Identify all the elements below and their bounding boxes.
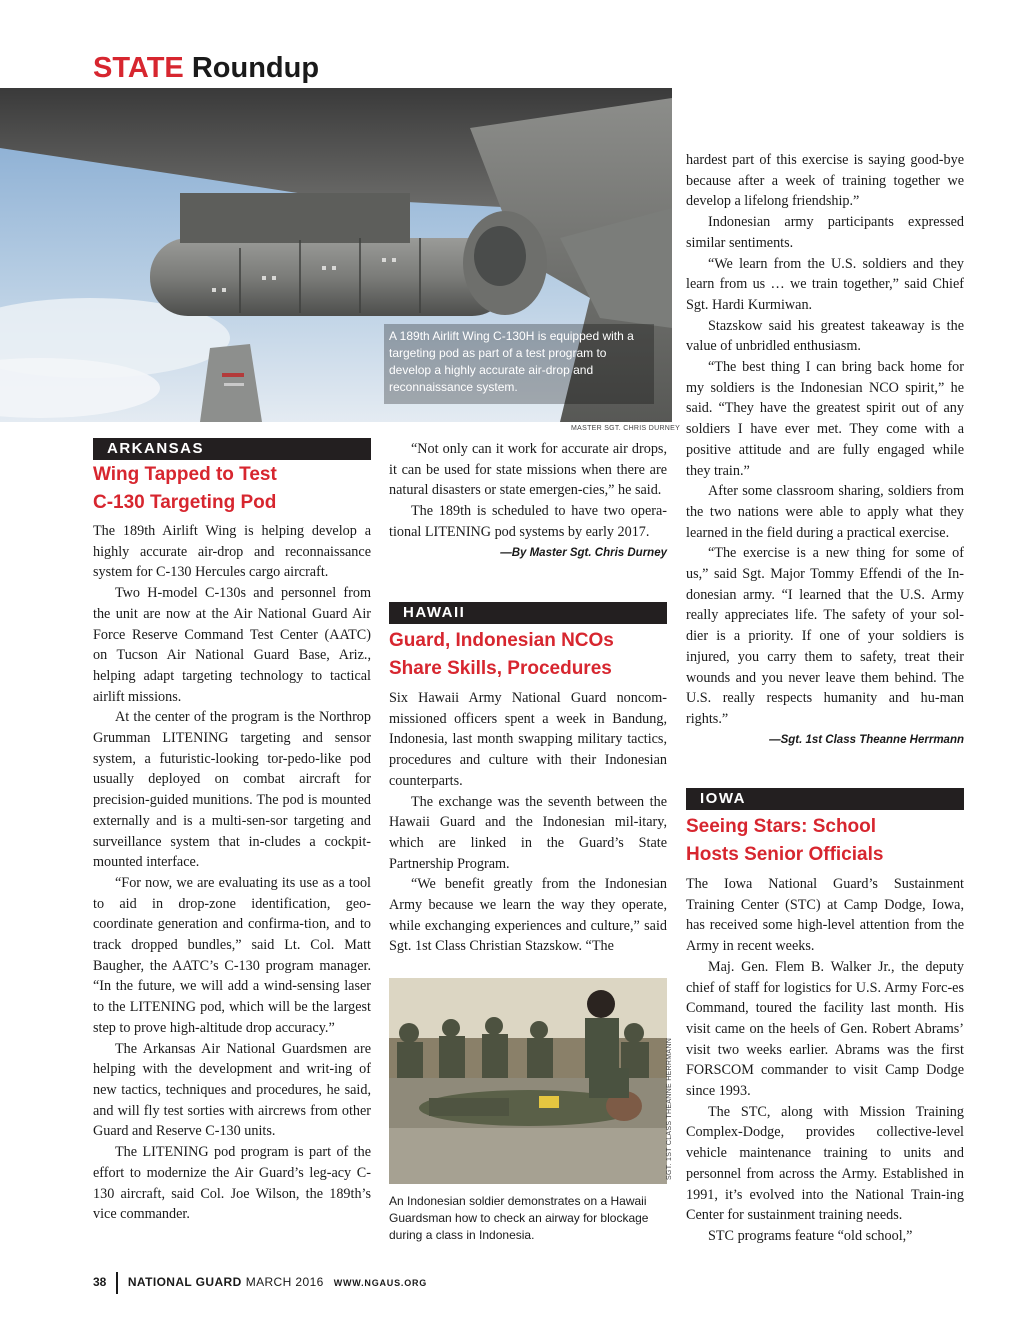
arkansas-paragraph: The Arkansas Air National Guardsmen are helping with the development and writ-ing of new tactics, techniques and procedures, he said, and will fly test sorties with aircrews from other Guard and Reserve C-130 units. xyxy=(93,1040,371,1140)
title-state: STATE xyxy=(93,52,184,84)
magazine-name: NATIONAL GUARD xyxy=(127,1275,242,1290)
arkansas-paragraph: Two H-model C-130s and personnel from the unit are now at the Air National Guard Air Force Reserve Command Test Center (AATC) on Tucson Air National Guard Base, Ariz., helping adapt targeting technology to tactical airlift missions. xyxy=(93,585,371,705)
headline-arkansas-line-2: C-130 Targeting Pod xyxy=(93,492,277,513)
iowa-paragraph: Maj. Gen. Flem B. Walker Jr., the deputy chief of staff for logistics for U.S. Army Forc-es Command, toured the facility last month. His visit came on the heels of Gen. Robert Abrams’ visit two weeks earlier. Abrams was the first FORSCOM commander to visit Camp Dodge since 1993. xyxy=(686,958,964,1100)
arkansas-paragraph: “For now, we are evaluating its use as a tool to aid in drop-zone identification, geo-coordinate generation and confirma-tion, and to track dropped bundles,” said Lt. Col. Matt Baugher, the AATC’s C-130 program manager. “In the future, we will add a wind-sensing laser to the LITENING pod, which will be the largest step to prove high-altitude drop accuracy.” xyxy=(93,874,371,1036)
issue-date: MARCH 2016 xyxy=(245,1275,324,1290)
arkansas-article-continued xyxy=(389,439,667,563)
top-photo-credit: MASTER SGT. CHRIS DURNEY xyxy=(571,425,681,432)
hawaii-paragraph: “The best thing I can bring back home for my soldiers is the Indonesian NCO spirit,” he said. “They have the greatest spirit out of any soldiers I have ever met. They come with a positive attitude and are fully engaged while they train.” xyxy=(686,359,964,479)
title-roundup: Roundup xyxy=(191,52,320,84)
hawaii-paragraph: Six Hawaii Army National Guard noncom-missioned officers spent a week in Bandung, Indonesia, last month swapping military tactics, procedures and culture with their Indonesian counterparts. xyxy=(389,690,667,789)
headline-iowa-line-1: Seeing Stars: School xyxy=(686,816,877,837)
hawaii-paragraph: Stazskow said his greatest takeaway is the value of unbridled enthusiasm. xyxy=(686,317,964,355)
page-footer xyxy=(93,1272,427,1294)
iowa-paragraph: The Iowa National Guard’s Sustainment Training Center (STC) at Camp Dodge, Iowa, has received some high-level attention from the Army in recent weeks. xyxy=(686,876,964,955)
bottom-photo-credit: SGT. 1ST CLASS THEANNE HERRMANN xyxy=(666,1037,673,1180)
hawaii-article-continued xyxy=(686,150,964,750)
section-bar-hawaii: HAWAII xyxy=(389,602,667,624)
arkansas-byline: —By Master Sgt. Chris Durney xyxy=(500,546,667,559)
section-bar-arkansas: ARKANSAS xyxy=(93,438,371,460)
classroom-photo-illustration xyxy=(389,978,667,1184)
airway-demonstration-photo xyxy=(389,978,667,1184)
arkansas-article-body xyxy=(93,521,371,1225)
hawaii-paragraph: Indonesian army participants expressed similar sentiments. xyxy=(686,214,964,251)
headline-iowa-line-2: Hosts Senior Officials xyxy=(686,844,884,865)
arkansas-paragraph: The LITENING pod program is part of the effort to modernize the Air Guard’s leg-acy C-130 aircraft, said Col. Joe Wilson, the 189th’s vice commander. xyxy=(93,1144,371,1223)
headline-hawaii xyxy=(389,627,671,683)
bottom-photo-caption: An Indonesian soldier demonstrates on a Hawaii Guardsman how to check an airway for blockage during a class in Indonesia. xyxy=(389,1194,649,1242)
bottom-photo-credit-container xyxy=(664,1037,674,1180)
iowa-paragraph: The STC, along with Mission Training Complex-Dodge, provides collective-level vehicle maintenance training to units and personnel from across the Army. Established in 1991, it’s evolved into the National Train-ing Center for sustainment training needs. xyxy=(686,1103,964,1224)
headline-hawaii-line-2: Share Skills, Procedures xyxy=(389,658,612,679)
hawaii-paragraph: “We benefit greatly from the Indonesian Army because we learn the way they operate, while exchanging experiences and culture,” said Sgt. 1st Class Christian Stazskow. “The xyxy=(389,876,667,955)
hawaii-byline: —Sgt. 1st Class Theanne Herrmann xyxy=(769,733,964,746)
iowa-article-body xyxy=(686,874,964,1247)
iowa-paragraph: STC programs feature “old school,” xyxy=(708,1227,913,1244)
section-bar-iowa: IOWA xyxy=(686,788,964,810)
headline-arkansas xyxy=(93,461,373,517)
hawaii-paragraph: hardest part of this exercise is saying good-bye because after a week of training together we develop a lifelong friendship.” xyxy=(686,152,964,210)
arkansas-paragraph: The 189th is scheduled to have two opera-tional LITENING pod systems by early 2017. xyxy=(389,503,667,540)
page-number: 38 xyxy=(93,1275,107,1290)
arkansas-paragraph: At the center of the program is the Northrop Grumman LITENING targeting and sensor system, a futuristic-looking tor-pedo-like pod usually deployed on combat aircraft for precision-guided munitions. The pod is mounted externally and is a multi-sen-sor targeting and surveillance system that in-cludes a cockpit-mounted interface. xyxy=(93,709,371,871)
hawaii-paragraph: “The exercise is a new thing for some of us,” said Sgt. Major Tommy Effendi of the In-donesian army. “I learned that the U.S. Army really appreciates life. The safety of your sol-dier is a priority. If one of your soldiers is injured, you carry them to safety, treat their wounds and you never leave them behind. The U.S. really respects humanity and hu-man rights.” xyxy=(686,545,964,727)
headline-hawaii-line-1: Guard, Indonesian NCOs xyxy=(389,630,614,651)
arkansas-paragraph: The 189th Airlift Wing is helping develop a highly accurate air-drop and reconnaissance system for C-130 Hercules cargo aircraft. xyxy=(93,523,371,581)
top-photo-caption: A 189th Airlift Wing C-130H is equipped with a targeting pod as part of a test program to develop a highly accurate air-drop and reconnaissance system. xyxy=(389,329,634,394)
headline-arkansas-line-1: Wing Tapped to Test xyxy=(93,464,277,485)
page-title xyxy=(93,48,319,88)
headline-iowa xyxy=(686,813,966,869)
hawaii-paragraph: The exchange was the seventh between the Hawaii Guard and the Indonesian mil-itary, which are linked in the Guard’s State Partnership Program. xyxy=(389,793,667,872)
website-link[interactable]: WWW.NGAUS.ORG xyxy=(333,1278,428,1289)
hawaii-paragraph: After some classroom sharing, soldiers from the two nations were able to apply what they learned in the field during a practical exercise. xyxy=(686,483,964,541)
hawaii-article-body xyxy=(389,688,667,957)
hawaii-paragraph: “We learn from the U.S. soldiers and they learn from us … we train together,” said Chief Sgt. Hardi Kurmiwan. xyxy=(686,255,964,313)
arkansas-paragraph: “Not only can it work for accurate air drops, it can be used for state missions when there are natural disasters or state emergen-cies,” he said. xyxy=(389,441,667,499)
footer-divider xyxy=(116,1272,118,1294)
